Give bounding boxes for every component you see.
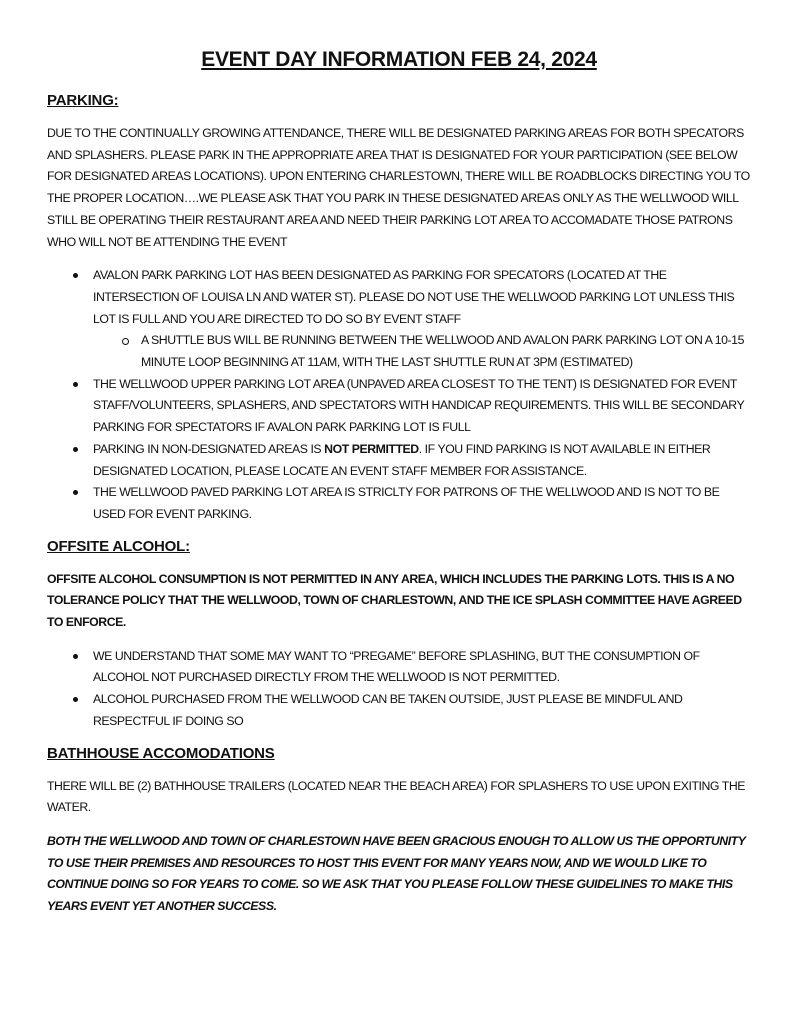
parking-list [47, 265, 751, 525]
list-item-text: . IF YOU FIND PARKING IS NOT AVAILABLE IN EITHER DESIGNATED LOCATION, PLEASE LOCATE AN EVENT STAFF MEMBER FOR ASSISTANCE. [93, 441, 711, 478]
list-item: THE WELLWOOD UPPER PARKING LOT AREA (UNPAVED AREA CLOSEST TO THE TENT) IS DESIGNATED FOR EVENT STAFF/VOLUNTEERS, SPLASHERS, AND SPECTATORS WITH HANDICAP REQUIREMENTS. THIS WILL BE SECONDARY PARKING FOR SPECTATORS IF AVALON PARK PARKING LOT IS FULL [47, 374, 751, 439]
list-item [47, 265, 751, 374]
list-item: THE WELLWOOD PAVED PARKING LOT AREA IS STRICLTY FOR PATRONS OF THE WELLWOOD AND IS NOT TO BE USED FOR EVENT PARKING. [47, 482, 751, 525]
parking-heading: PARKING: [47, 92, 119, 109]
alcohol-list [47, 646, 751, 733]
list-item: WE UNDERSTAND THAT SOME MAY WANT TO “PREGAME” BEFORE SPLASHING, BUT THE CONSUMPTION OF ALCOHOL NOT PURCHASED DIRECTLY FROM THE WELLWOOD IS NOT PERMITTED. [47, 646, 751, 689]
bathhouse-heading: BATHHOUSE ACCOMODATIONS [47, 744, 275, 762]
list-item: A SHUTTLE BUS WILL BE RUNNING BETWEEN THE WELLWOOD AND AVALON PARK PARKING LOT ON A 10-15 MINUTE LOOP BEGINNING AT 11AM, WITH THE LAST SHUTTLE RUN AT 3PM (ESTIMATED) [93, 330, 751, 373]
bathhouse-intro: THERE WILL BE (2) BATHHOUSE TRAILERS (LOCATED NEAR THE BEACH AREA) FOR SPLASHERS TO USE UPON EXITING THE WATER. [47, 778, 746, 815]
list-item-text: PARKING IN NON-DESIGNATED AREAS IS [93, 441, 325, 456]
parking-section [47, 92, 751, 526]
closing-statement: BOTH THE WELLWOOD AND TOWN OF CHARLESTOWN HAVE BEEN GRACIOUS ENOUGH TO ALLOW US THE OPPORTUNITY TO USE THEIR PREMISES AND RESOURCES TO HOST THIS EVENT FOR MANY YEARS NOW, AND WE WOULD LIKE TO CONTINUE DOING SO FOR YEARS TO COME. SO WE ASK THAT YOU PLEASE FOLLOW THESE GUIDELINES TO MAKE THIS YEARS EVENT YET ANOTHER SUCCESS. [47, 833, 746, 914]
list-item-text: AVALON PARK PARKING LOT HAS BEEN DESIGNATED AS PARKING FOR SPECATORS (LOCATED AT THE INTERSECTION OF LOUISA LN AND WATER ST). PLEASE DO NOT USE THE WELLWOOD PARKING LOT UNLESS THIS LOT IS FULL AND YOU ARE DIRECTED TO DO SO BY EVENT STAFF [93, 268, 735, 326]
list-item [47, 439, 751, 482]
alcohol-heading: OFFSITE ALCOHOL: [47, 537, 190, 555]
bathhouse-section [47, 745, 751, 918]
list-item: ALCOHOL PURCHASED FROM THE WELLWOOD CAN BE TAKEN OUTSIDE, JUST PLEASE BE MINDFUL AND RESPECTFUL IF DOING SO [47, 689, 751, 732]
alcohol-section [47, 538, 751, 733]
emphasis-text: NOT PERMITTED [324, 441, 419, 456]
parking-intro: DUE TO THE CONTINUALLY GROWING ATTENDANCE, THERE WILL BE DESIGNATED PARKING AREAS FOR BOTH SPECATORS AND SPLASHERS. PLEASE PARK IN THE APPROPRIATE AREA THAT IS DESIGNATED FOR YOUR PARTICIPATION (SEE BELOW FOR DESIGNATED AREAS LOCATIONS). UPON ENTERING CHARLESTOWN, THERE WILL BE ROADBLOCKS DIRECTING YOU TO THE PROPER LOCATION….WE PLEASE ASK THAT YOU PARK IN THESE DESIGNATED AREAS ONLY AS THE WELLWOOD WILL STILL BE OPERATING THEIR RESTAURANT AREA AND NEED THEIR PARKING LOT AREA TO ACCOMADATE THOSE PATRONS WHO WILL NOT BE ATTENDING THE EVENT [47, 126, 750, 249]
page-title: EVENT DAY INFORMATION FEB 24, 2024 [201, 48, 597, 71]
alcohol-intro: OFFSITE ALCOHOL CONSUMPTION IS NOT PERMITTED IN ANY AREA, WHICH INCLUDES THE PARKING LOTS. THIS IS A NO TOLERANCE POLICY THAT THE WELLWOOD, TOWN OF CHARLESTOWN, AND THE ICE SPLASH COMMITTEE HAVE AGREED TO ENFORCE. [47, 571, 742, 630]
parking-sublist [93, 330, 751, 373]
